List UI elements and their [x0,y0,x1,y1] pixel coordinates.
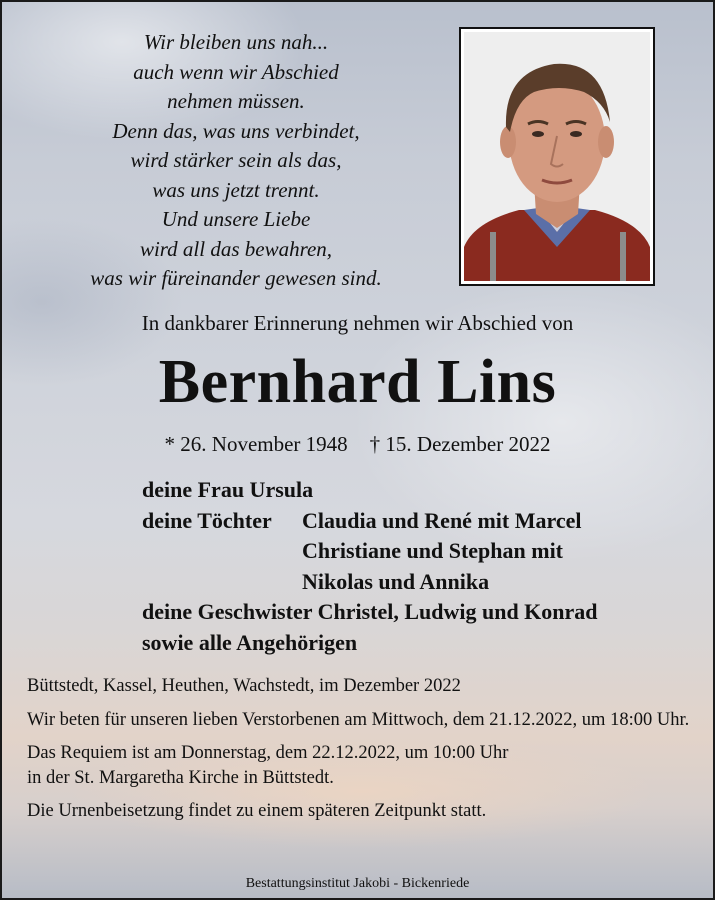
poem-line: auch wenn wir Abschied [133,59,339,84]
life-dates [2,432,713,457]
deceased-name: Bernhard Lins [158,348,557,416]
daughter-entry: Nikolas und Annika [302,568,490,594]
poem [42,28,430,294]
family-siblings: deine Geschwister Christel, Ludwig und Konrad [142,599,598,624]
daughters-label: deine Töchter [142,507,272,533]
poem-line: Wir bleiben uns nah... [143,30,329,54]
daughter-entry: Christiane und Stephan mit [302,538,564,563]
poem-line: wird all das bewahren, [139,236,333,261]
family-list [142,475,598,658]
service-info [27,674,697,832]
family-wife: deine Frau Ursula [142,477,314,502]
birth-date: * 26. November 1948 [164,432,348,456]
daughter-entry: Claudia und René mit Marcel [302,507,582,533]
family-daughters-cont [142,567,598,598]
requiem-info [27,741,697,791]
poem-line: Denn das, was uns verbindet, [112,118,360,143]
poem-line: was uns jetzt trennt. [152,177,320,202]
place-date: Büttstedt, Kassel, Heuthen, Wachstedt, im Dezember 2022 [27,676,461,696]
requiem-line: in der St. Margaretha Kirche in Büttstedt. [27,768,334,788]
family-daughters-cont [142,536,598,567]
prayer-info: Wir beten für unseren lieben Verstorbenen am Mittwoch, dem 21.12.2022, um 18:00 Uhr. [27,710,690,730]
burial-info: Die Urnenbeisetzung findet zu einem späteren Zeitpunkt statt. [27,801,487,821]
family-relatives: sowie alle Angehörigen [142,629,358,655]
poem-line: Und unsere Liebe [161,207,311,231]
death-date: † 15. Dezember 2022 [369,432,551,456]
poem-line: wird stärker sein als das, [130,148,342,172]
portrait-illustration [464,32,650,281]
poem-line: was wir füreinander gewesen sind. [90,266,382,290]
family-daughters [142,506,598,537]
funeral-home: Bestattungsinstitut Jakobi - Bickenriede [245,876,470,891]
portrait-photo [459,27,655,286]
intro-text: In dankbarer Erinnerung nehmen wir Abschied von [141,311,574,335]
poem-line: nehmen müssen. [167,89,305,113]
requiem-line: Das Requiem ist am Donnerstag, dem 22.12.2022, um 10:00 Uhr [27,743,509,763]
